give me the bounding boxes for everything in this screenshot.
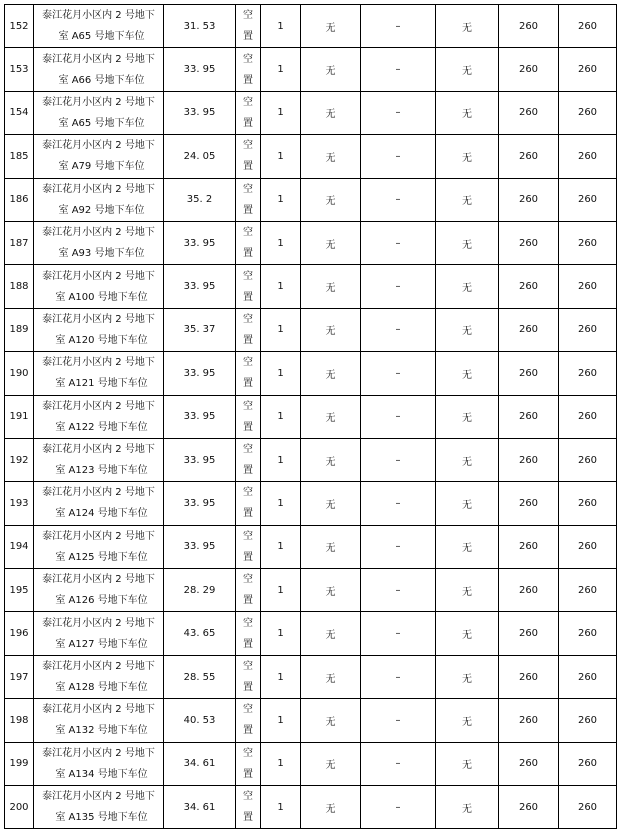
price-value-2: 260 <box>559 612 617 655</box>
dash-value: – <box>361 5 436 48</box>
status-bottom-char: 置 <box>243 595 253 607</box>
price-value-1: 260 <box>499 352 559 395</box>
price-value-1: 260 <box>499 742 559 785</box>
row-number: 186 <box>5 178 34 221</box>
dash-value: – <box>361 91 436 134</box>
name-line-1: 泰江花月小区内 2 号地下 <box>42 487 155 499</box>
table-row <box>5 135 617 178</box>
quantity-value: 1 <box>261 352 301 395</box>
area-value: 34. 61 <box>164 742 236 785</box>
note-value: 无 <box>436 352 499 395</box>
status-bottom-char: 置 <box>243 291 253 303</box>
parking-space-name <box>34 91 164 134</box>
price-value-1: 260 <box>499 569 559 612</box>
status-bottom-char: 置 <box>243 638 253 650</box>
table-row <box>5 308 617 351</box>
parking-space-name <box>34 655 164 698</box>
price-value-1: 260 <box>499 699 559 742</box>
quantity-value: 1 <box>261 699 301 742</box>
table-row <box>5 742 617 785</box>
name-line-1: 泰江花月小区内 2 号地下 <box>42 661 155 673</box>
name-line-2: 室 A134 号地下车位 <box>55 768 148 780</box>
area-value: 33. 95 <box>164 265 236 308</box>
name-line-2: 室 A132 号地下车位 <box>55 725 148 737</box>
table-row <box>5 655 617 698</box>
dash-value: – <box>361 352 436 395</box>
price-value-1: 260 <box>499 308 559 351</box>
area-value: 43. 65 <box>164 612 236 655</box>
row-number: 192 <box>5 438 34 481</box>
status-bottom-char: 置 <box>243 465 253 477</box>
name-line-2: 室 A93 号地下车位 <box>58 248 145 260</box>
encumbrance-value: 无 <box>301 438 361 481</box>
status-top-char: 空 <box>243 140 253 152</box>
parking-space-name <box>34 5 164 48</box>
price-value-2: 260 <box>559 5 617 48</box>
name-line-2: 室 A120 号地下车位 <box>55 334 148 346</box>
dash-value: – <box>361 438 436 481</box>
note-value: 无 <box>436 438 499 481</box>
quantity-value: 1 <box>261 482 301 525</box>
status-top-char: 空 <box>243 270 253 282</box>
table-body <box>5 5 617 829</box>
area-value: 33. 95 <box>164 438 236 481</box>
encumbrance-value: 无 <box>301 221 361 264</box>
encumbrance-value: 无 <box>301 5 361 48</box>
name-line-1: 泰江花月小区内 2 号地下 <box>42 617 155 629</box>
quantity-value: 1 <box>261 525 301 568</box>
price-value-2: 260 <box>559 91 617 134</box>
quantity-value: 1 <box>261 5 301 48</box>
status-cell <box>236 699 261 742</box>
status-cell <box>236 742 261 785</box>
area-value: 28. 55 <box>164 655 236 698</box>
parking-space-name <box>34 569 164 612</box>
price-value-2: 260 <box>559 655 617 698</box>
status-bottom-char: 置 <box>243 31 253 43</box>
quantity-value: 1 <box>261 786 301 829</box>
price-value-2: 260 <box>559 308 617 351</box>
area-value: 34. 61 <box>164 786 236 829</box>
price-value-1: 260 <box>499 91 559 134</box>
note-value: 无 <box>436 569 499 612</box>
price-value-1: 260 <box>499 221 559 264</box>
status-top-char: 空 <box>243 96 253 108</box>
dash-value: – <box>361 308 436 351</box>
parking-space-name <box>34 221 164 264</box>
status-bottom-char: 置 <box>243 508 253 520</box>
table-row <box>5 91 617 134</box>
encumbrance-value: 无 <box>301 352 361 395</box>
status-bottom-char: 置 <box>243 682 253 694</box>
area-value: 33. 95 <box>164 91 236 134</box>
encumbrance-value: 无 <box>301 569 361 612</box>
table-row <box>5 265 617 308</box>
row-number: 154 <box>5 91 34 134</box>
price-value-1: 260 <box>499 395 559 438</box>
parking-space-table <box>4 4 617 829</box>
encumbrance-value: 无 <box>301 395 361 438</box>
encumbrance-value: 无 <box>301 525 361 568</box>
status-bottom-char: 置 <box>243 421 253 433</box>
price-value-1: 260 <box>499 178 559 221</box>
name-line-1: 泰江花月小区内 2 号地下 <box>42 227 155 239</box>
status-bottom-char: 置 <box>243 117 253 129</box>
row-number: 200 <box>5 786 34 829</box>
price-value-2: 260 <box>559 178 617 221</box>
name-line-1: 泰江花月小区内 2 号地下 <box>42 313 155 325</box>
quantity-value: 1 <box>261 178 301 221</box>
name-line-2: 室 A100 号地下车位 <box>55 291 148 303</box>
note-value: 无 <box>436 786 499 829</box>
status-bottom-char: 置 <box>243 334 253 346</box>
status-cell <box>236 438 261 481</box>
price-value-1: 260 <box>499 655 559 698</box>
status-top-char: 空 <box>243 617 253 629</box>
quantity-value: 1 <box>261 569 301 612</box>
quantity-value: 1 <box>261 655 301 698</box>
status-top-char: 空 <box>243 487 253 499</box>
dash-value: – <box>361 48 436 91</box>
status-cell <box>236 48 261 91</box>
name-line-2: 室 A79 号地下车位 <box>58 161 145 173</box>
dash-value: – <box>361 525 436 568</box>
parking-space-table-page <box>4 4 616 829</box>
name-line-2: 室 A135 号地下车位 <box>55 812 148 824</box>
area-value: 35. 2 <box>164 178 236 221</box>
dash-value: – <box>361 178 436 221</box>
quantity-value: 1 <box>261 438 301 481</box>
encumbrance-value: 无 <box>301 178 361 221</box>
row-number: 188 <box>5 265 34 308</box>
note-value: 无 <box>436 699 499 742</box>
name-line-2: 室 A127 号地下车位 <box>55 638 148 650</box>
price-value-2: 260 <box>559 569 617 612</box>
status-top-char: 空 <box>243 574 253 586</box>
status-top-char: 空 <box>243 747 253 759</box>
price-value-1: 260 <box>499 48 559 91</box>
name-line-1: 泰江花月小区内 2 号地下 <box>42 574 155 586</box>
name-line-1: 泰江花月小区内 2 号地下 <box>42 704 155 716</box>
status-cell <box>236 135 261 178</box>
status-top-char: 空 <box>243 400 253 412</box>
status-bottom-char: 置 <box>243 768 253 780</box>
table-row <box>5 178 617 221</box>
status-cell <box>236 786 261 829</box>
parking-space-name <box>34 135 164 178</box>
status-top-char: 空 <box>243 53 253 65</box>
row-number: 198 <box>5 699 34 742</box>
encumbrance-value: 无 <box>301 612 361 655</box>
name-line-2: 室 A65 号地下车位 <box>58 117 145 129</box>
note-value: 无 <box>436 742 499 785</box>
name-line-1: 泰江花月小区内 2 号地下 <box>42 791 155 803</box>
encumbrance-value: 无 <box>301 742 361 785</box>
status-bottom-char: 置 <box>243 378 253 390</box>
row-number: 152 <box>5 5 34 48</box>
status-bottom-char: 置 <box>243 248 253 260</box>
price-value-1: 260 <box>499 135 559 178</box>
note-value: 无 <box>436 525 499 568</box>
row-number: 185 <box>5 135 34 178</box>
price-value-2: 260 <box>559 438 617 481</box>
status-top-char: 空 <box>243 10 253 22</box>
status-top-char: 空 <box>243 530 253 542</box>
table-row <box>5 48 617 91</box>
note-value: 无 <box>436 5 499 48</box>
note-value: 无 <box>436 48 499 91</box>
parking-space-name <box>34 178 164 221</box>
price-value-1: 260 <box>499 525 559 568</box>
name-line-1: 泰江花月小区内 2 号地下 <box>42 357 155 369</box>
name-line-2: 室 A123 号地下车位 <box>55 465 148 477</box>
price-value-1: 260 <box>499 5 559 48</box>
status-cell <box>236 265 261 308</box>
encumbrance-value: 无 <box>301 135 361 178</box>
status-cell <box>236 352 261 395</box>
encumbrance-value: 无 <box>301 308 361 351</box>
name-line-1: 泰江花月小区内 2 号地下 <box>42 270 155 282</box>
dash-value: – <box>361 221 436 264</box>
status-cell <box>236 482 261 525</box>
note-value: 无 <box>436 135 499 178</box>
row-number: 190 <box>5 352 34 395</box>
name-line-2: 室 A128 号地下车位 <box>55 682 148 694</box>
area-value: 35. 37 <box>164 308 236 351</box>
row-number: 191 <box>5 395 34 438</box>
row-number: 196 <box>5 612 34 655</box>
name-line-2: 室 A121 号地下车位 <box>55 378 148 390</box>
row-number: 153 <box>5 48 34 91</box>
table-row <box>5 438 617 481</box>
price-value-2: 260 <box>559 221 617 264</box>
dash-value: – <box>361 265 436 308</box>
area-value: 24. 05 <box>164 135 236 178</box>
quantity-value: 1 <box>261 221 301 264</box>
dash-value: – <box>361 482 436 525</box>
status-top-char: 空 <box>243 357 253 369</box>
note-value: 无 <box>436 265 499 308</box>
parking-space-name <box>34 612 164 655</box>
price-value-2: 260 <box>559 742 617 785</box>
price-value-1: 260 <box>499 482 559 525</box>
price-value-2: 260 <box>559 48 617 91</box>
status-top-char: 空 <box>243 313 253 325</box>
parking-space-name <box>34 308 164 351</box>
row-number: 193 <box>5 482 34 525</box>
status-cell <box>236 178 261 221</box>
status-bottom-char: 置 <box>243 812 253 824</box>
price-value-1: 260 <box>499 438 559 481</box>
dash-value: – <box>361 699 436 742</box>
name-line-1: 泰江花月小区内 2 号地下 <box>42 10 155 22</box>
name-line-1: 泰江花月小区内 2 号地下 <box>42 53 155 65</box>
table-row <box>5 612 617 655</box>
area-value: 31. 53 <box>164 5 236 48</box>
area-value: 33. 95 <box>164 482 236 525</box>
encumbrance-value: 无 <box>301 655 361 698</box>
price-value-2: 260 <box>559 265 617 308</box>
parking-space-name <box>34 48 164 91</box>
status-cell <box>236 395 261 438</box>
dash-value: – <box>361 612 436 655</box>
dash-value: – <box>361 135 436 178</box>
parking-space-name <box>34 395 164 438</box>
status-cell <box>236 5 261 48</box>
quantity-value: 1 <box>261 612 301 655</box>
row-number: 189 <box>5 308 34 351</box>
dash-value: – <box>361 655 436 698</box>
dash-value: – <box>361 395 436 438</box>
name-line-1: 泰江花月小区内 2 号地下 <box>42 140 155 152</box>
row-number: 187 <box>5 221 34 264</box>
status-top-char: 空 <box>243 704 253 716</box>
parking-space-name <box>34 265 164 308</box>
status-top-char: 空 <box>243 183 253 195</box>
encumbrance-value: 无 <box>301 48 361 91</box>
name-line-1: 泰江花月小区内 2 号地下 <box>42 747 155 759</box>
dash-value: – <box>361 742 436 785</box>
encumbrance-value: 无 <box>301 786 361 829</box>
encumbrance-value: 无 <box>301 482 361 525</box>
name-line-1: 泰江花月小区内 2 号地下 <box>42 444 155 456</box>
table-row <box>5 786 617 829</box>
quantity-value: 1 <box>261 48 301 91</box>
area-value: 33. 95 <box>164 525 236 568</box>
price-value-2: 260 <box>559 395 617 438</box>
dash-value: – <box>361 569 436 612</box>
status-cell <box>236 525 261 568</box>
price-value-1: 260 <box>499 265 559 308</box>
parking-space-name <box>34 438 164 481</box>
encumbrance-value: 无 <box>301 265 361 308</box>
status-bottom-char: 置 <box>243 161 253 173</box>
row-number: 195 <box>5 569 34 612</box>
status-bottom-char: 置 <box>243 204 253 216</box>
price-value-1: 260 <box>499 612 559 655</box>
parking-space-name <box>34 742 164 785</box>
price-value-2: 260 <box>559 786 617 829</box>
price-value-2: 260 <box>559 482 617 525</box>
quantity-value: 1 <box>261 742 301 785</box>
note-value: 无 <box>436 482 499 525</box>
name-line-2: 室 A124 号地下车位 <box>55 508 148 520</box>
status-cell <box>236 612 261 655</box>
row-number: 199 <box>5 742 34 785</box>
status-cell <box>236 308 261 351</box>
encumbrance-value: 无 <box>301 699 361 742</box>
area-value: 33. 95 <box>164 352 236 395</box>
price-value-2: 260 <box>559 525 617 568</box>
price-value-2: 260 <box>559 699 617 742</box>
row-number: 197 <box>5 655 34 698</box>
status-cell <box>236 221 261 264</box>
note-value: 无 <box>436 655 499 698</box>
name-line-1: 泰江花月小区内 2 号地下 <box>42 400 155 412</box>
quantity-value: 1 <box>261 395 301 438</box>
row-number: 194 <box>5 525 34 568</box>
status-bottom-char: 置 <box>243 74 253 86</box>
name-line-1: 泰江花月小区内 2 号地下 <box>42 183 155 195</box>
status-top-char: 空 <box>243 791 253 803</box>
status-bottom-char: 置 <box>243 725 253 737</box>
status-cell <box>236 655 261 698</box>
parking-space-name <box>34 352 164 395</box>
name-line-2: 室 A65 号地下车位 <box>58 31 145 43</box>
parking-space-name <box>34 482 164 525</box>
quantity-value: 1 <box>261 265 301 308</box>
name-line-1: 泰江花月小区内 2 号地下 <box>42 96 155 108</box>
dash-value: – <box>361 786 436 829</box>
name-line-2: 室 A92 号地下车位 <box>58 204 145 216</box>
table-row <box>5 525 617 568</box>
area-value: 33. 95 <box>164 395 236 438</box>
status-top-char: 空 <box>243 661 253 673</box>
status-top-char: 空 <box>243 444 253 456</box>
quantity-value: 1 <box>261 308 301 351</box>
name-line-2: 室 A125 号地下车位 <box>55 551 148 563</box>
name-line-2: 室 A122 号地下车位 <box>55 421 148 433</box>
note-value: 无 <box>436 91 499 134</box>
area-value: 40. 53 <box>164 699 236 742</box>
quantity-value: 1 <box>261 135 301 178</box>
status-bottom-char: 置 <box>243 551 253 563</box>
price-value-2: 260 <box>559 352 617 395</box>
note-value: 无 <box>436 221 499 264</box>
area-value: 28. 29 <box>164 569 236 612</box>
note-value: 无 <box>436 178 499 221</box>
table-row <box>5 395 617 438</box>
note-value: 无 <box>436 395 499 438</box>
table-row <box>5 699 617 742</box>
area-value: 33. 95 <box>164 48 236 91</box>
name-line-1: 泰江花月小区内 2 号地下 <box>42 530 155 542</box>
name-line-2: 室 A66 号地下车位 <box>58 74 145 86</box>
parking-space-name <box>34 786 164 829</box>
parking-space-name <box>34 525 164 568</box>
parking-space-name <box>34 699 164 742</box>
table-row <box>5 5 617 48</box>
table-row <box>5 569 617 612</box>
table-row <box>5 221 617 264</box>
price-value-1: 260 <box>499 786 559 829</box>
status-top-char: 空 <box>243 227 253 239</box>
status-cell <box>236 91 261 134</box>
encumbrance-value: 无 <box>301 91 361 134</box>
note-value: 无 <box>436 612 499 655</box>
status-cell <box>236 569 261 612</box>
price-value-2: 260 <box>559 135 617 178</box>
area-value: 33. 95 <box>164 221 236 264</box>
table-row <box>5 352 617 395</box>
table-row <box>5 482 617 525</box>
note-value: 无 <box>436 308 499 351</box>
quantity-value: 1 <box>261 91 301 134</box>
name-line-2: 室 A126 号地下车位 <box>55 595 148 607</box>
